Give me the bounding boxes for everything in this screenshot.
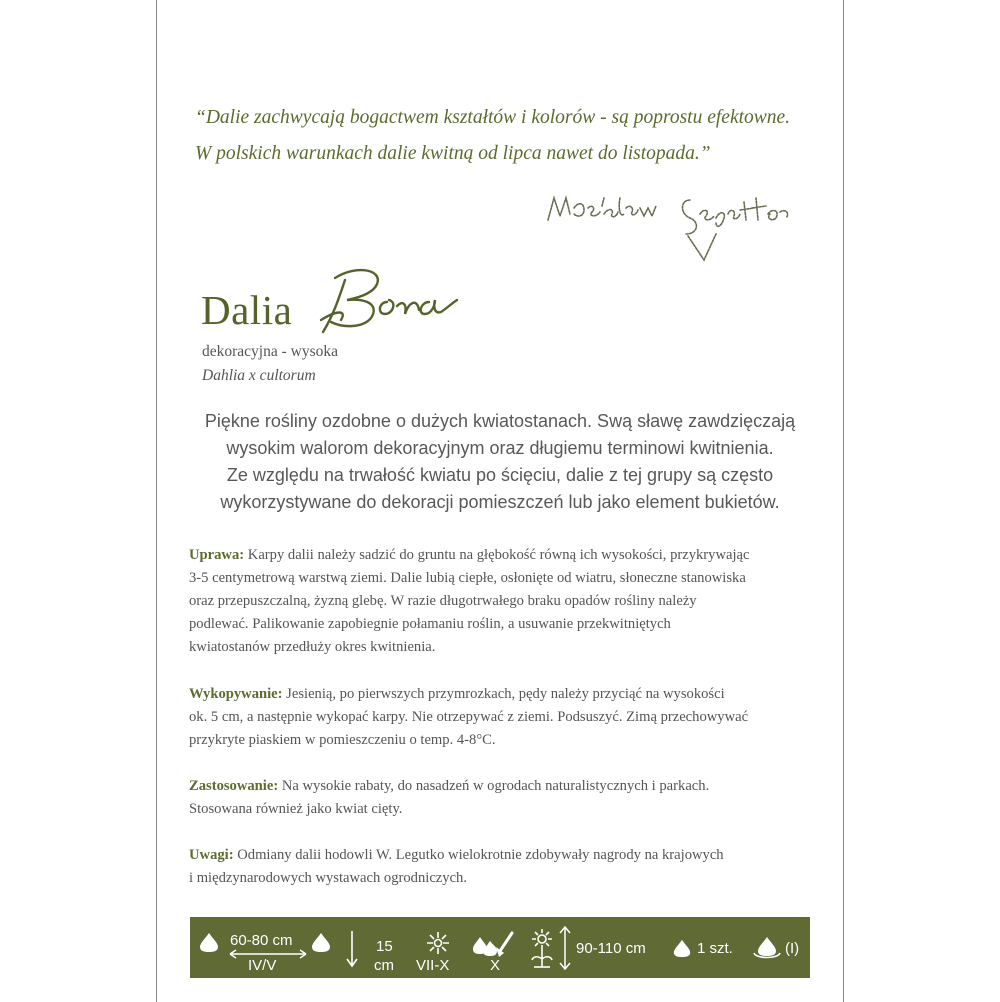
intro-paragraph xyxy=(180,408,820,516)
section-text: kwiatostanów przedłuży okres kwitnienia. xyxy=(189,639,436,655)
depth-arrow-icon xyxy=(344,929,360,969)
section-text: i międzynarodowych wystawach ogrodniczych. xyxy=(189,870,468,886)
latin-name: Dahlia x cultorum xyxy=(202,367,316,384)
section-label: Zastosowanie: xyxy=(189,778,279,794)
section-text: Karpy dalii należy sadzić do gruntu na głębokość równą ich wysokości, przykrywając xyxy=(244,547,750,563)
tuber-left-icon xyxy=(198,931,220,953)
section-text: ok. 5 cm, a następnie wykopać karpy. Nie otrzepywać z ziemi. Podsuszyć. Zimą przechowywać xyxy=(189,709,749,725)
planting-months: IV/V xyxy=(248,957,277,974)
section-uwagi xyxy=(189,844,829,890)
grade-value: (I) xyxy=(785,940,800,957)
intro-line-3: Ze względu na trwałość kwiatu po ścięciu, dalie z tej grupy są często xyxy=(226,465,774,485)
quantity-value: 1 szt. xyxy=(697,940,733,957)
section-text: Jesienią, po pierwszych przymrozkach, pędy należy przyciąć na wysokości xyxy=(282,686,725,702)
section-text: Stosowana również jako kwiat cięty. xyxy=(189,801,403,817)
section-wykopywanie xyxy=(189,683,829,752)
depth-unit: cm xyxy=(374,957,394,974)
spacing-value: 60-80 cm xyxy=(230,932,293,949)
quote xyxy=(195,100,835,172)
dig-month: X xyxy=(490,957,501,974)
section-text: 3-5 centymetrową warstwą ziemi. Dalie lubią ciepłe, osłonięte od wiatru, słoneczne stanowiska xyxy=(189,570,746,586)
section-text: przykryte piaskiem w pomieszczeniu o temp. 4-8°C. xyxy=(189,732,496,748)
height-value: 90-110 cm xyxy=(576,940,646,957)
flower-bloom-icon xyxy=(426,931,450,955)
quote-line-1: “Dalie zachwycają bogactwem kształtów i kolorów - są poprostu efektowne. xyxy=(195,107,791,128)
info-bar xyxy=(190,917,810,978)
title-main: Dalia xyxy=(201,287,293,333)
intro-line-2: wysokim walorom dekoracyjnym oraz długiemu terminowi kwitnienia. xyxy=(226,438,774,458)
tuber-right-icon xyxy=(310,931,332,953)
section-text: oraz przepuszczalną, żyzną glebę. W razie długotrwałego braku opadów rośliny należy xyxy=(189,593,697,609)
section-label: Uwagi: xyxy=(189,847,234,863)
plant-height-icon xyxy=(528,927,556,971)
height-arrow-icon xyxy=(558,925,572,971)
section-label: Wykopywanie: xyxy=(189,686,283,702)
tuber-count-icon xyxy=(672,937,692,959)
depth-value: 15 xyxy=(376,938,393,955)
bloom-months: VII-X xyxy=(416,957,450,974)
dig-tuber-shovel-icon xyxy=(472,929,516,957)
intro-line-4: wykorzystywane do dekoracji pomieszczeń lub jako element bukietów. xyxy=(220,492,780,512)
tuber-grade-icon xyxy=(752,935,782,961)
section-text: podlewać. Palikowanie zapobiegnie połamaniu roślin, a usuwanie przekwitniętych xyxy=(189,616,671,632)
subtitle: dekoracyjna - wysoka xyxy=(202,343,339,360)
section-label: Uprawa: xyxy=(189,547,245,563)
section-text: Odmiany dalii hodowli W. Legutko wielokrotnie zdobywały nagrody na krajowych xyxy=(233,847,724,863)
section-zastosowanie xyxy=(189,775,829,821)
signature xyxy=(540,178,830,268)
intro-line-1: Piękne rośliny ozdobne o dużych kwiatostanach. Swą sławę zawdzięczają xyxy=(204,411,796,431)
section-uprawa xyxy=(189,544,829,659)
quote-line-2: W polskich warunkach dalie kwitną od lipca nawet do listopada.” xyxy=(195,143,711,164)
section-text: Na wysokie rabaty, do nasadzeń w ogrodach naturalistycznych i parkach. xyxy=(278,778,710,794)
product-title xyxy=(201,262,501,342)
title-variety-script xyxy=(317,262,477,342)
